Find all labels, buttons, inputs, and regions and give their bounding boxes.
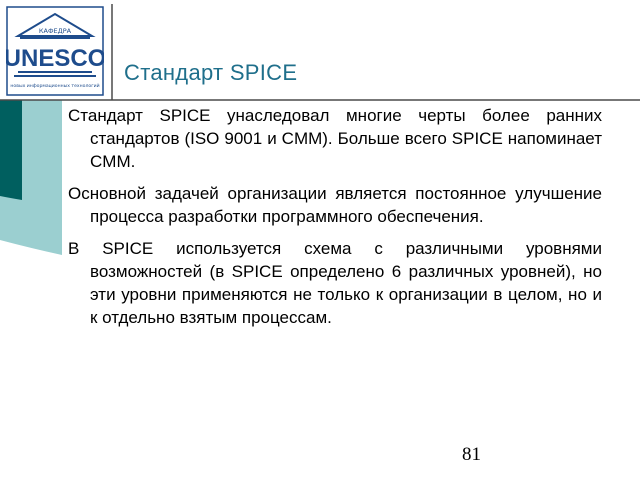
svg-text:UNESCO: UNESCO — [6, 45, 104, 72]
slide-content — [68, 104, 602, 338]
unesco-logo — [6, 6, 104, 96]
svg-text:КАФЕДРА: КАФЕДРА — [38, 27, 72, 35]
paragraph-2: Основной задачей организации является постоянное улучшение процесса разработки программного обеспечения. — [68, 184, 602, 226]
page-number: 81 — [462, 444, 481, 465]
svg-text:новых информационных технологи: новых информационных технологий — [10, 84, 100, 89]
paragraph-3: В SPICE используется схема с различными уровнями возможностей (в SPICE определено 6 различных уровней), но эти уровни применяются не только к организации в целом, но и к отдельно взятым процессам. — [68, 239, 602, 327]
slide-title: Стандарт SPICE — [124, 60, 298, 85]
paragraph-1: Стандарт SPICE унаследовал многие черты более ранних стандартов (ISO 9001 и CMM). Больше всего SPICE напоминает CMM. — [68, 106, 602, 171]
